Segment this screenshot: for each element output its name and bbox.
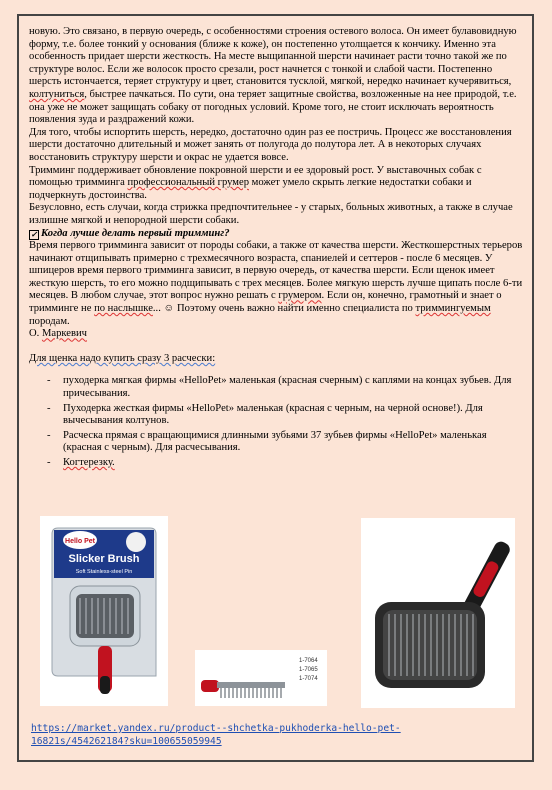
package-subtitle: Soft Stainless-steel Pin [75,569,133,575]
paragraph-text: новую. Это связано, в первую очередь, с особенностями строения остевого волоса. Он имеет булавовидную форму, т.е. более тонкий у основания (ближе к коже), он постепенно утолщается к кончику. Именно эта особенность придает шерсти жесткость. На месте выщипанной шерсти начинает расти точно такой же по структуре волос. Если же волосок просто срезали, рост начнется с тонкой и слабой части. Постепенно шерсть истончается, теряет структуру и цвет, становится тусклой, мягкой, нередко начинает кучерявиться, [29,26,517,88]
slicker-brush-package-image [40,516,168,706]
paragraph-3: Тримминг поддерживает обновление покровной шерсти и ее здоровый рост. У выставочных собак с помощью тримминга профессиональный грумер может умело скрыть легкие недостатки собаки и подчеркнуть достоинства. [29,164,482,201]
comb-image [195,650,327,706]
document-text [29,26,524,472]
spelling-error: колтуниться [29,88,85,100]
slicker-brush-icon [361,518,515,708]
paragraph-4: Безусловно, есть случаи, когда стрижка предпочтительнее - у старых, больных животных, а также в случае излишне мягкой и непородной шерсти собаки. [29,202,513,226]
spelling-error: триммингуемым [415,303,491,315]
comb-list [29,375,524,469]
smiley-icon: ☺ [163,303,175,315]
paragraph-text: , быстрее пачкаться. По сути, она теряет защитные свойства, возложенные на нее природой, т.е. она уже не может защищать собаку от погодных условий. Кроме того, не стоит исключать вероятность появления зуда и раздражений кожи. [29,88,517,126]
list-intro: Для щенка надо купить сразу 3 расчески: [29,352,216,364]
product-link[interactable]: https://market.yandex.ru/product--shchetka-pukhoderka-hello-pet-16821s/454262184?sku=100655059945 [31,723,401,747]
spelling-error: профессиональный грумер [127,177,249,189]
paragraph-2: Для того, чтобы испортить шерсть, нередко, достаточно один раз ее постричь. Процесс же восстановления шерсти достаточно длительный и может занять от полугода до полутора лет. А в некоторых случаях восстановить структуру шерсти и окрас не удается вовсе. [29,126,512,163]
spelling-error: грумером [278,290,322,302]
comb-code: 1-7074 [299,676,318,682]
comb-code: 1-7064 [299,658,318,664]
paragraph-1 [29,26,524,127]
spelling-error: Маркевич [41,328,87,340]
brand-label: Hello Pet [65,538,95,545]
checkbox-icon: ✓ [30,229,38,239]
slicker-brush-package-icon [40,516,168,706]
spelling-error: по наслышке [94,303,153,315]
list-item: - пуходерка мягкая фирмы «HelloPet» маленькая (красная счерным) с каплями на концах зубьев. Для причесывания. [47,375,512,400]
author: О. Маркевич [29,328,87,340]
list-item: - Расческа прямая с вращающимися длинными зубьями 37 зубьев фирмы «HelloPet» маленькая (красная с черным). Для расчесывания. [47,429,487,454]
list-item: - Пуходерка жесткая фирмы «HelloPet» маленькая (красная с черным, на черной основе!). Для вычесывания колтунов. [47,402,483,427]
slicker-brush-image [361,518,515,708]
document-page [17,14,534,762]
package-title: Slicker Brush [68,553,140,565]
comb-icon [195,650,327,706]
paragraph-5: Время первого тримминга зависит от породы собаки, а также от качества шерсти. Жесткошерстных терьеров начинают отщипывать примерно с трехмесячного возраста, спаниелей и сеттеров - после 6 месяцев. У шпицеров время первого тримминга зависит, в первую очередь, от качества шерсти. Если щенок имеет жесткую шерсть, то его можно подщипывать с трех месяцев. Более мягкую шерсть лучше щипать после 6-ти месяцев. В любом случае, этот вопрос нужно решать с грумером. Если он, конечно, грамотный и знает о тримминге не по наслышке... ☺ Поэтому очень важно найти именно специалиста по триммингуемым породам. [29,240,523,327]
section-heading: ✓ Когда лучше делать первый тримминг? [30,227,230,239]
list-item: - Когтерезку. [47,457,115,468]
comb-code: 1-7065 [299,667,318,673]
